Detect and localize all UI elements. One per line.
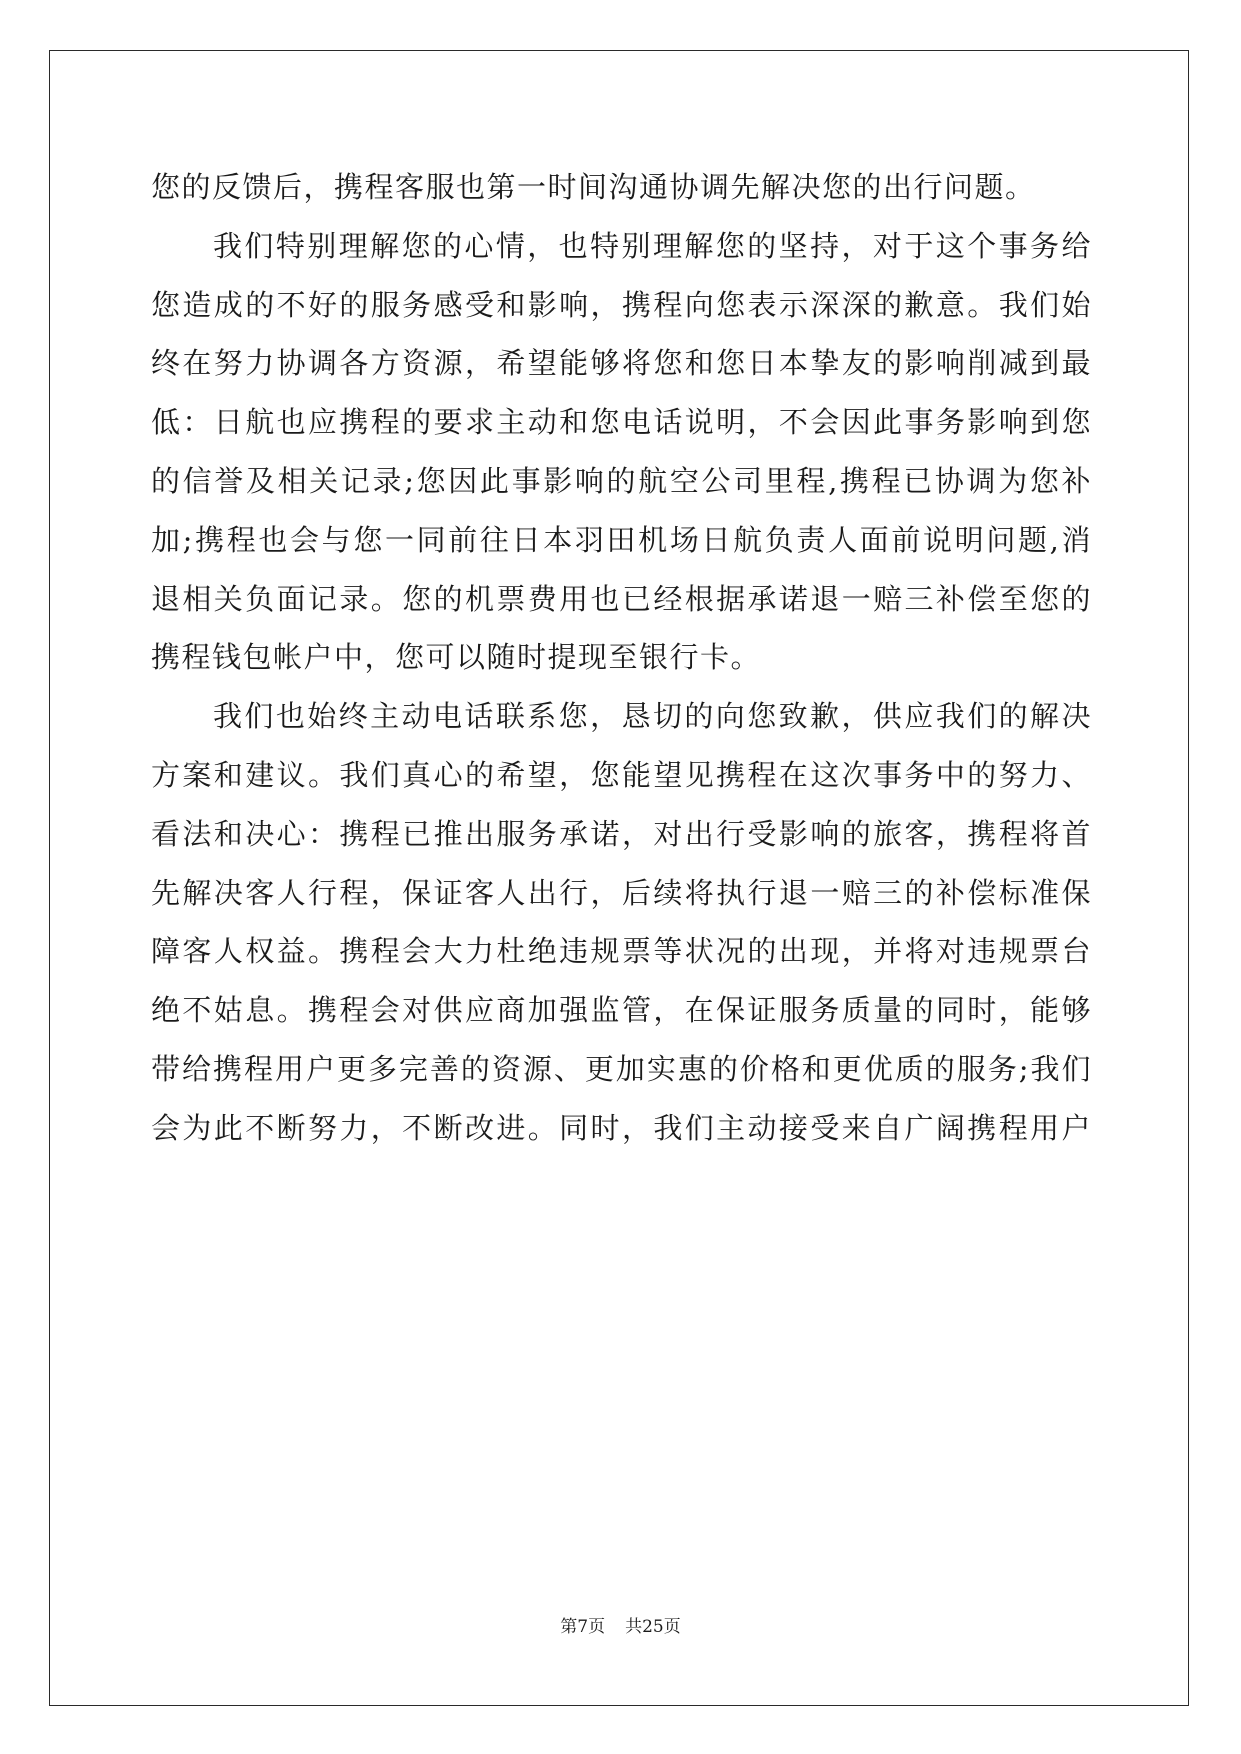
text-line: 绝不姑息。携程会对供应商加强监管，在保证服务质量的同时，能够 xyxy=(151,993,1091,1028)
text-line: 我们也始终主动电话联系您，恳切的向您致歉，供应我们的解决 xyxy=(213,699,1091,734)
text-line: 终在努力协调各方资源，希望能够将您和您日本挚友的影响削减到最 xyxy=(151,346,1091,381)
text-line: 先解决客人行程，保证客人出行，后续将执行退一赔三的补偿标准保 xyxy=(151,875,1091,910)
document-body xyxy=(151,158,1091,1158)
text-line: 看法和决心：携程已推出服务承诺，对出行受影响的旅客，携程将首 xyxy=(151,816,1091,851)
text-line: 低：日航也应携程的要求主动和您电话说明，不会因此事务影响到您 xyxy=(151,405,1091,440)
text-line: 加;携程也会与您一同前往日本羽田机场日航负责人面前说明问题,消 xyxy=(151,522,1091,557)
text-line: 障客人权益。携程会大力杜绝违规票等状况的出现，并将对违规票台 xyxy=(151,934,1091,969)
page-footer xyxy=(0,1612,1241,1637)
text-line: 带给携程用户更多完善的资源、更加实惠的价格和更优质的服务;我们 xyxy=(151,1051,1091,1086)
text-line: 我们特别理解您的心情，也特别理解您的坚持，对于这个事务给 xyxy=(213,228,1091,263)
text-line: 的信誉及相关记录;您因此事影响的航空公司里程,携程已协调为您补 xyxy=(151,463,1091,498)
page-total: 共25页 xyxy=(625,1617,681,1637)
text-line: 方案和建议。我们真心的希望，您能望见携程在这次事务中的努力、 xyxy=(151,757,1091,792)
text-line: 您造成的不好的服务感受和影响，携程向您表示深深的歉意。我们始 xyxy=(151,287,1091,322)
text-line: 退相关负面记录。您的机票费用也已经根据承诺退一赔三补偿至您的 xyxy=(151,581,1091,616)
text-line: 携程钱包帐户中，您可以随时提现至银行卡。 xyxy=(151,640,762,675)
text-line: 您的反馈后，携程客服也第一时间沟通协调先解决您的出行问题。 xyxy=(151,170,1036,204)
text-line: 会为此不断努力，不断改进。同时，我们主动接受来自广阔携程用户 xyxy=(151,1110,1091,1145)
page-number: 第7页 xyxy=(560,1617,606,1637)
